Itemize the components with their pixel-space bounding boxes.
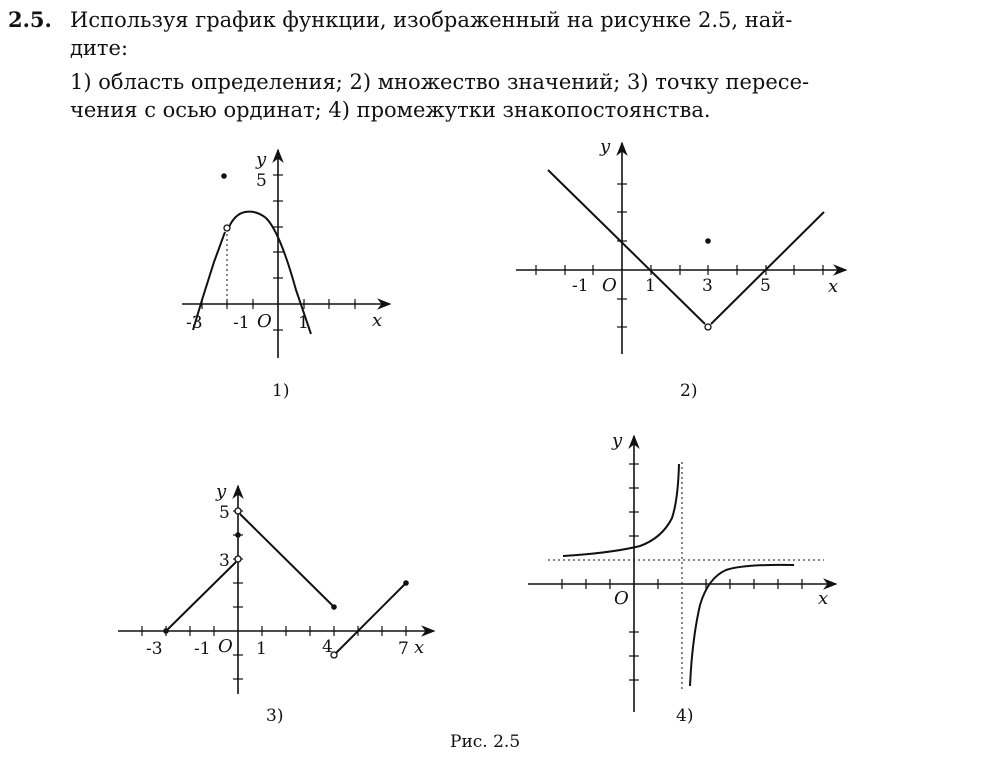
graph-3-ytick-5: 5	[219, 503, 230, 523]
graph-2-abs-curve	[548, 170, 824, 324]
graph-4-left-branch	[563, 464, 679, 556]
problem-line-2: дите:	[70, 36, 129, 60]
graph-3-point-0-3-open	[235, 556, 241, 562]
graph-2-xtick-5: 5	[760, 276, 771, 296]
graph-3-point-neg3	[163, 628, 169, 634]
graph-1-filled-point	[221, 173, 227, 179]
graph-1-x-label: x	[372, 310, 383, 331]
graph-3-segment-1	[166, 562, 236, 631]
graph-3	[118, 486, 434, 694]
graph-3-xtick-4: 4	[322, 637, 333, 657]
graph-4-caption: 4)	[676, 706, 694, 726]
graph-1-y-label: y	[256, 149, 267, 170]
graph-4	[528, 436, 836, 712]
graph-1-caption: 1)	[272, 381, 290, 401]
graph-3-xtick-1: 1	[256, 639, 267, 659]
graph-2-origin-label: O	[602, 275, 617, 296]
graph-2-x-label: x	[828, 276, 839, 297]
graph-1-open-point	[224, 225, 230, 231]
graph-3-segment-3	[336, 583, 406, 653]
graph-3-origin-label: O	[218, 636, 233, 657]
graph-1-origin-label: O	[257, 311, 272, 332]
graph-3-x-label: x	[414, 637, 425, 658]
problem-number: 2.5.	[8, 7, 52, 32]
graph-2-filled-point	[705, 238, 711, 244]
graph-3-point-7-filled	[403, 580, 409, 586]
graph-3-ticks	[142, 511, 406, 679]
problem-line-3: 1) область определения; 2) множество значений; 3) точку пересе-	[70, 70, 810, 94]
graph-2-caption: 2)	[680, 381, 698, 401]
graph-2-xtick-1: 1	[645, 276, 656, 296]
graph-3-point-0-5-open	[235, 508, 241, 514]
graph-3-xtick-neg1: -1	[194, 639, 211, 659]
problem-line-1: Используя график функции, изображенный на рисунке 2.5, най-	[70, 8, 793, 32]
figure-caption: Рис. 2.5	[450, 732, 521, 752]
graph-3-caption: 3)	[266, 706, 284, 726]
graph-1	[182, 150, 390, 358]
graph-2-xtick-neg1: -1	[572, 276, 589, 296]
graph-2-open-point	[705, 324, 711, 330]
graph-3-y-label: y	[216, 481, 227, 502]
graph-3-point-0-4-filled	[235, 532, 241, 538]
graph-3-segment-2	[240, 514, 333, 606]
graph-3-point-4-top-filled	[331, 604, 337, 610]
graph-2-y-label: y	[600, 136, 611, 157]
graph-2	[516, 143, 846, 354]
graph-4-y-label: y	[612, 430, 623, 451]
graph-3-xtick-neg3: -3	[146, 639, 163, 659]
graph-4-origin-label: O	[614, 588, 629, 609]
graph-1-xtick-neg1: -1	[233, 313, 250, 333]
graph-1-ytick-5: 5	[256, 171, 267, 191]
graph-1-xtick-neg3: -3	[186, 313, 203, 333]
graph-1-parabola	[193, 212, 311, 334]
graph-4-x-label: x	[818, 588, 829, 609]
graph-3-ytick-3: 3	[219, 551, 230, 571]
graph-3-xtick-7: 7	[398, 639, 409, 659]
graph-1-xtick-1: 1	[298, 313, 309, 333]
graph-2-xtick-3: 3	[702, 276, 713, 296]
problem-line-4: чения с осью ординат; 4) промежутки знакопостоянства.	[70, 98, 711, 122]
